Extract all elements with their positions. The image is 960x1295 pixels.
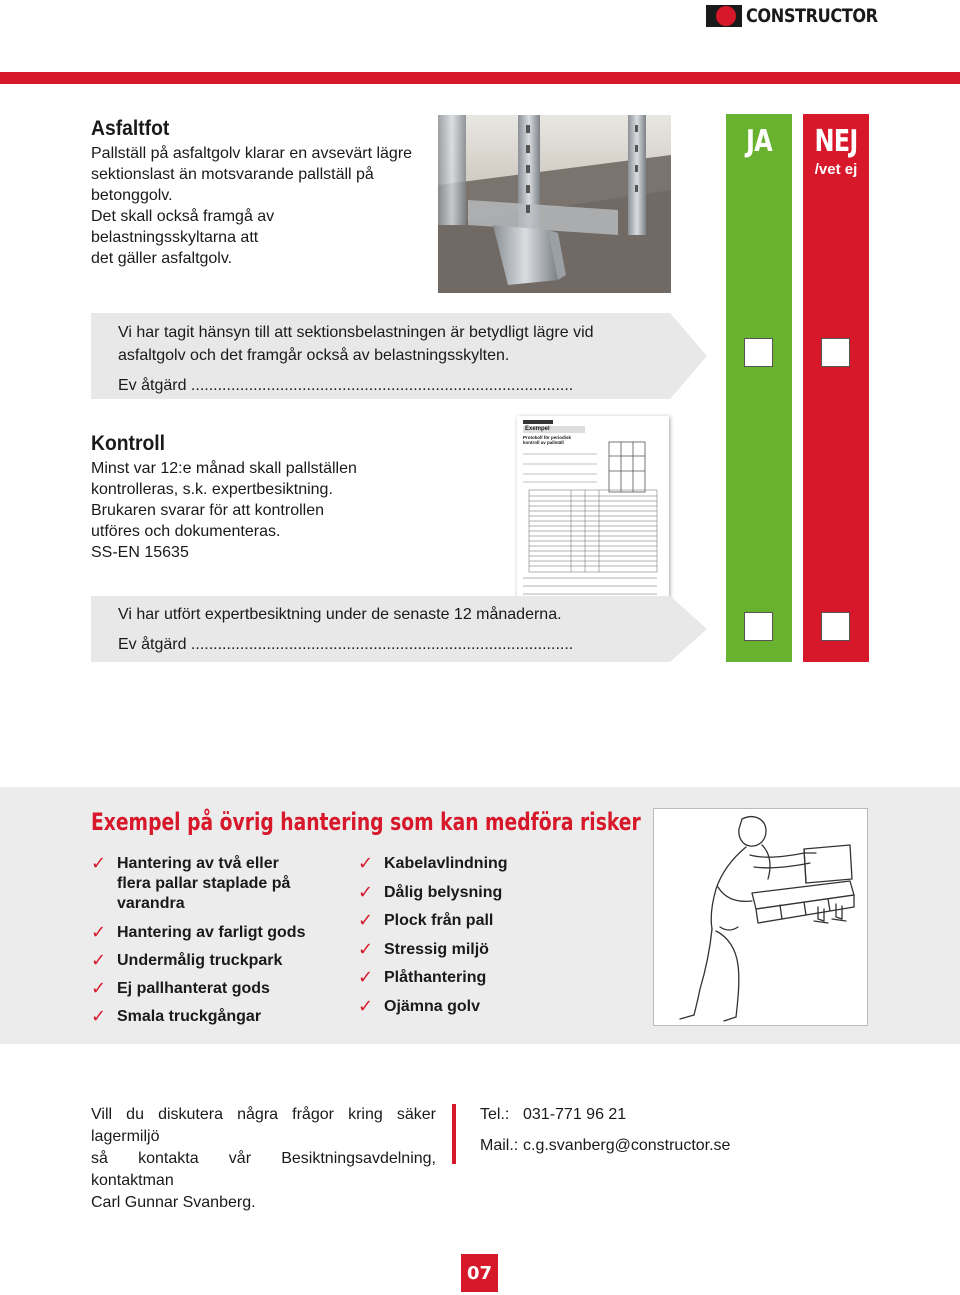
risk-item: [91, 979, 341, 999]
check-icon: ✓: [358, 910, 374, 931]
mail-value[interactable]: c.g.svanberg@constructor.se: [523, 1137, 731, 1154]
kontroll-nej-checkbox[interactable]: [821, 612, 850, 641]
asfaltfot-question-line: asfaltgolv och det framgår också av belastningsskylten.: [118, 347, 510, 364]
asfaltfot-action-line[interactable]: Ev åtgärd ......................................................................................: [118, 377, 574, 394]
risk-item-label: Kabelavlindning: [384, 855, 508, 872]
risk-item: [358, 940, 608, 960]
contact-text: [91, 1104, 436, 1214]
risk-item: [358, 968, 608, 988]
contact-divider: [452, 1104, 456, 1164]
tel-value[interactable]: 031-771 96 21: [523, 1106, 627, 1123]
risk-item-label: Hantering av farligt gods: [117, 924, 306, 941]
kontroll-text: [91, 458, 421, 563]
rack-foot-illustration: [438, 115, 671, 293]
check-icon: ✓: [91, 978, 107, 999]
kontroll-question-line: Vi har utfört expertbesiktning under de senaste 12 månaderna.: [118, 606, 562, 623]
contact-line: så kontakta vår Besiktningsavdelning, kontaktman: [91, 1150, 436, 1189]
risk-item: [358, 854, 608, 874]
tel-label: Tel.:: [480, 1106, 510, 1123]
form-heading-line: kontroll av pallställ: [523, 440, 564, 445]
risk-item: [358, 997, 608, 1017]
person-lifting-pallet-sketch: [653, 808, 868, 1026]
risk-item: [91, 1007, 341, 1027]
kontroll-line: Minst var 12:e månad skall pallställen: [91, 460, 357, 477]
check-icon: ✓: [358, 967, 374, 988]
risk-item-label: Ej pallhanterat gods: [117, 980, 270, 997]
risk-item-label: Plock från pall: [384, 912, 494, 929]
kontroll-action-line[interactable]: Ev åtgärd ......................................................................................: [118, 636, 574, 653]
risk-item-label: Stressig miljö: [384, 940, 489, 958]
risk-item-label: Smala truckgångar: [117, 1008, 262, 1025]
asfaltfot-text: [91, 143, 421, 269]
asfaltfot-line: Det skall också framgå av belastningsskyltarna att: [91, 208, 275, 246]
kontroll-line: Brukaren svarar för att kontrollen: [91, 502, 324, 519]
risk-item: [91, 923, 341, 943]
mail-row: [480, 1135, 740, 1156]
asfaltfot-question: [118, 321, 678, 397]
top-red-bar: [0, 72, 960, 84]
risk-list-left: [91, 854, 341, 1027]
check-icon: ✓: [91, 853, 107, 874]
risk-item-label: Plåthantering: [384, 969, 487, 986]
page-number: 07: [461, 1254, 498, 1292]
constructor-logo: [706, 4, 901, 28]
ja-heading: JA: [746, 124, 772, 159]
kontroll-ja-checkbox[interactable]: [744, 612, 773, 641]
risk-item-label: Undermålig truckpark: [117, 952, 283, 969]
check-icon: ✓: [358, 853, 374, 874]
contact-line: Carl Gunnar Svanberg.: [91, 1194, 256, 1211]
form-label: Exempel: [523, 426, 585, 433]
asfaltfot-nej-checkbox[interactable]: [821, 338, 850, 367]
kontroll-question: [118, 603, 678, 656]
nej-heading: NEJ: [814, 124, 858, 159]
risk-item: [91, 854, 341, 914]
form-lines-illustration: [517, 416, 669, 602]
asfaltfot-line: det gäller asfaltgolv.: [91, 250, 233, 267]
risk-item-label: Hantering av två eller flera pallar staplade på varandra: [117, 855, 291, 912]
kontroll-title: Kontroll: [91, 432, 166, 455]
brand-name: CONSTRUCTOR: [746, 5, 878, 27]
risk-item: [358, 911, 608, 931]
contact-details: [480, 1104, 740, 1156]
check-icon: ✓: [91, 1006, 107, 1027]
check-icon: ✓: [358, 995, 374, 1017]
asfaltfot-line: sektionslast än motsvarande pallställ på betonggolv.: [91, 166, 374, 204]
tel-row: [480, 1104, 740, 1125]
person-lifting-pallet-icon: [654, 809, 867, 1025]
asfaltfot-ja-checkbox[interactable]: [744, 338, 773, 367]
nej-column: [803, 114, 869, 662]
risk-list-right: [358, 854, 608, 1017]
risk-section-title: Exempel på övrig hantering som kan medföra risker: [91, 808, 641, 836]
nej-subheading: /vet ej: [814, 161, 858, 178]
check-icon: ✓: [91, 922, 107, 943]
contact-line: Vill du diskutera några frågor kring säker lagermiljö: [91, 1106, 436, 1145]
ja-column: [726, 114, 792, 662]
asfaltfot-question-line: Vi har tagit hänsyn till att sektionsbelastningen är betydligt lägre vid: [118, 324, 594, 341]
rack-foot-photo: [438, 115, 671, 293]
asfaltfot-line: Pallställ på asfaltgolv klarar en avsevärt lägre: [91, 145, 413, 162]
risk-item-label: Ojämna golv: [384, 997, 481, 1015]
mail-label: Mail.:: [480, 1137, 519, 1154]
check-icon: ✓: [358, 881, 374, 903]
asfaltfot-title: Asfaltfot: [91, 117, 170, 140]
risk-item: [358, 883, 608, 903]
inspection-form-image: [517, 416, 669, 602]
check-icon: ✓: [91, 950, 107, 971]
kontroll-line: utföres och dokumenteras.: [91, 523, 281, 540]
kontroll-line: SS-EN 15635: [91, 544, 189, 561]
form-heading-line: Protokoll för periodisk: [523, 435, 572, 440]
risk-item-label: Dålig belysning: [384, 883, 503, 901]
kontroll-line: kontrolleras, s.k. expertbesiktning.: [91, 481, 333, 498]
logo-mark-icon: [706, 5, 742, 27]
risk-item: [91, 951, 341, 971]
check-icon: ✓: [358, 938, 374, 960]
